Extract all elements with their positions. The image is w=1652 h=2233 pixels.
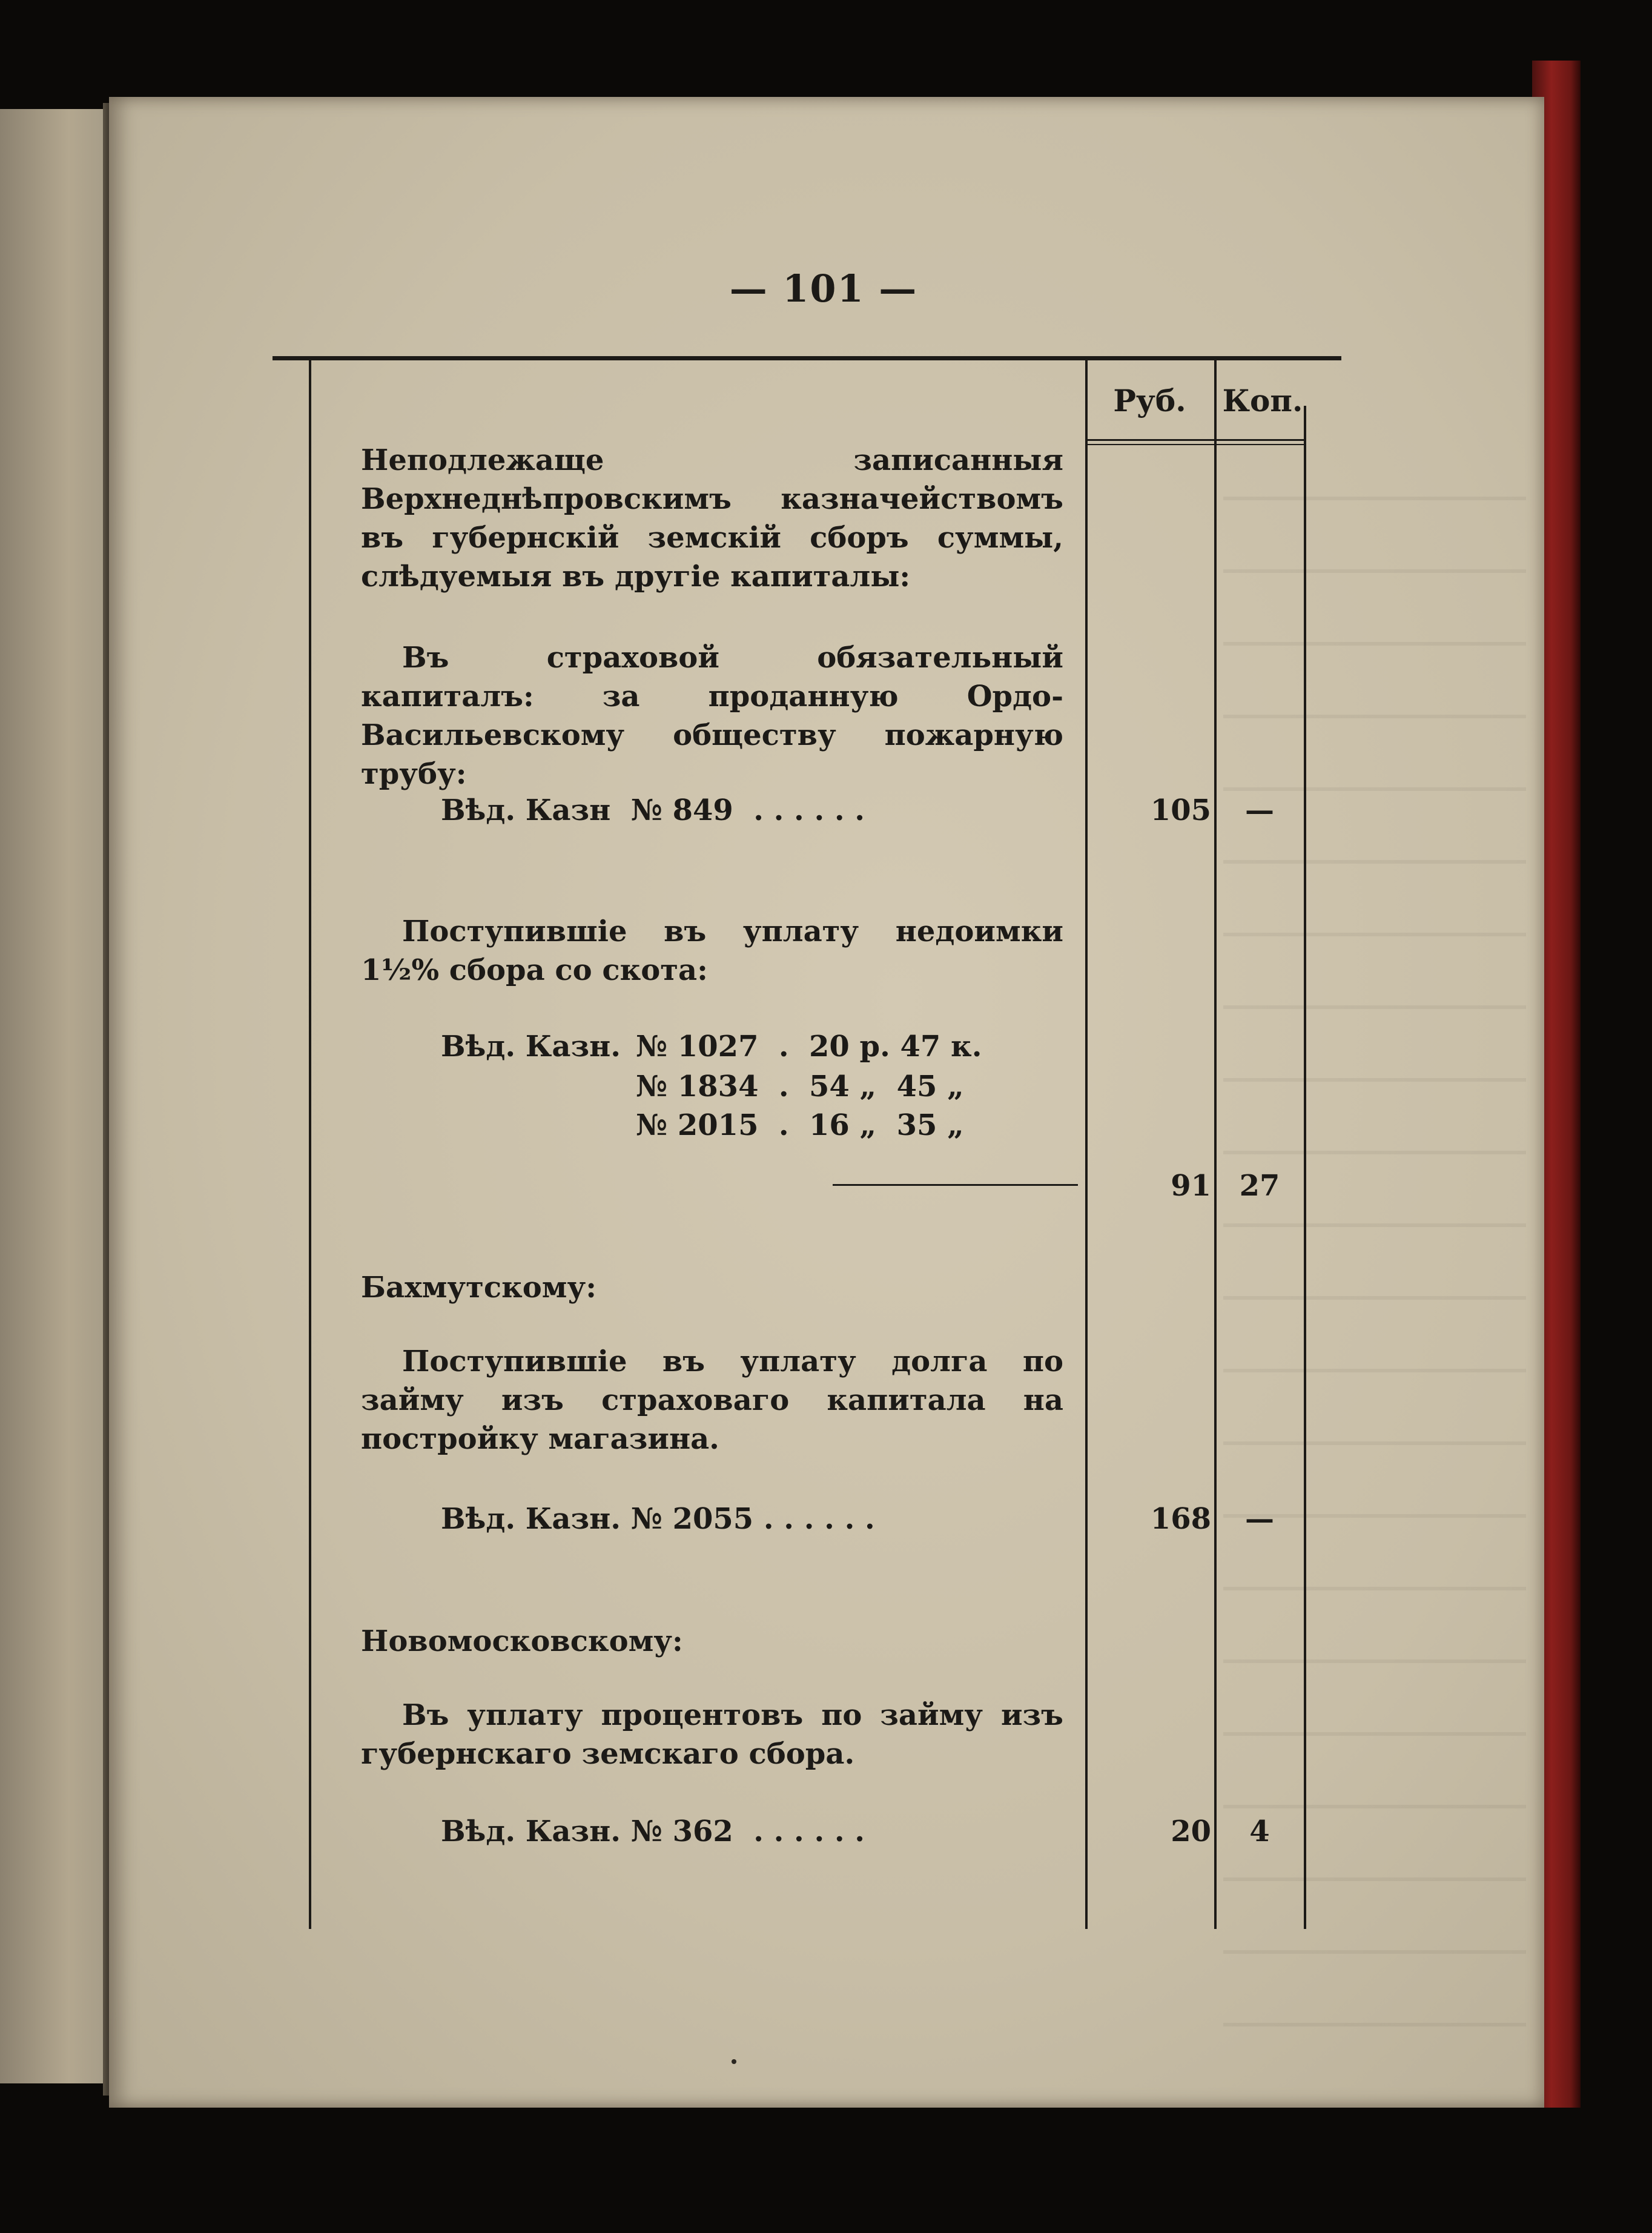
kop-column-border — [1214, 360, 1217, 1929]
entry-3-ref: Вѣд. Казн. № 2055 . . . . . . — [441, 1502, 875, 1536]
left-page-edge — [0, 109, 115, 2083]
entry-2-subline: № 1834 . 54 „ 45 „ — [636, 1070, 964, 1103]
entry-2-subline: № 1027 . 20 р. 47 к. — [636, 1030, 982, 1064]
entry-3-text: Поступившіе въ уплату долга по займу изъ страховаго капитала на постройку магазина. — [361, 1345, 1063, 1456]
entry-2-text: Поступившіе въ уплату недоимки 1½% сбора со скота: — [361, 915, 1063, 987]
intro-paragraph: Неподлежаще записанныя Верхнеднѣпровскимъ казначействомъ въ губернскій земскій сборъ суммы, слѣдуемыя въ другіе капиталы: — [361, 443, 1063, 594]
entry-4-rub: 20 — [1171, 1815, 1211, 1848]
entry-1-ref: Вѣд. Казн № 849 . . . . . . — [441, 793, 865, 827]
table-top-rule — [273, 356, 1341, 360]
entry-1-text: Въ страховой обязательный капиталъ: за проданную Ордо-Васильевскому обществу пожарную трубу: — [361, 641, 1063, 791]
header-rule-kop — [1215, 439, 1304, 441]
entry-3-rub: 168 — [1150, 1502, 1211, 1536]
table-right-border — [1304, 406, 1306, 1929]
entry-3-kop: — — [1245, 1502, 1274, 1536]
entry-1-kop: — — [1245, 793, 1274, 827]
entry-1-rub: 105 — [1150, 793, 1211, 827]
table-left-border — [309, 360, 311, 1929]
entry-2-ref-label: Вѣд. Казн. — [441, 1030, 621, 1064]
entry-4-kop: 4 — [1249, 1815, 1270, 1848]
entry-4-heading: Новомосковскому: — [361, 1624, 683, 1658]
entry-2-subline: № 2015 . 16 „ 35 „ — [636, 1108, 964, 1142]
column-header-kop: Коп. — [1222, 383, 1303, 418]
entry-3-heading: Бахмутскому: — [361, 1271, 596, 1305]
header-rule-rub-double — [1086, 444, 1214, 445]
page-number: — 101 — — [729, 266, 918, 311]
header-rule-rub — [1086, 439, 1214, 441]
paper-speck — [732, 2059, 736, 2064]
header-rule-kop-double — [1215, 444, 1304, 445]
bleed-through-text — [1223, 460, 1526, 2035]
rub-column-border — [1085, 360, 1088, 1929]
column-header-rub: Руб. — [1113, 383, 1186, 418]
entry-2-kop: 27 — [1239, 1169, 1280, 1203]
entry-4-ref: Вѣд. Казн. № 362 . . . . . . — [441, 1815, 865, 1848]
sum-rule — [833, 1184, 1078, 1186]
entry-4-text: Въ уплату процентовъ по займу изъ губернскаго земскаго сбора. — [361, 1698, 1063, 1771]
entry-2-rub: 91 — [1171, 1169, 1211, 1203]
